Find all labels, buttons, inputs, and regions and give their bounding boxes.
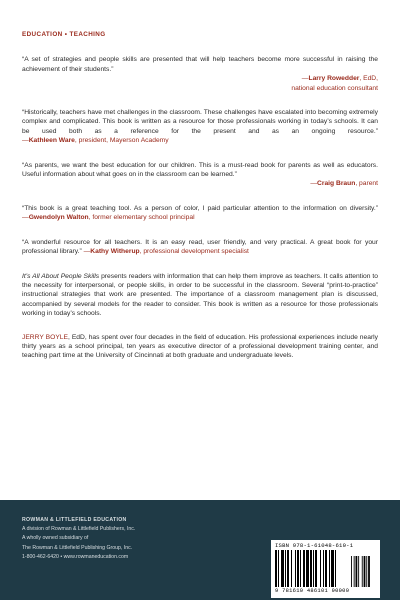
endorsement-quote xyxy=(22,204,378,223)
endorser-name: Kathy Witherup xyxy=(90,248,140,256)
publisher-info xyxy=(22,516,242,562)
isbn-label: ISBN 978-1-61048-610-1 xyxy=(275,542,354,549)
publisher-name: ROWMAN & LITTLEFIELD EDUCATION xyxy=(22,517,127,523)
barcode-number: 9 781610 486101 xyxy=(275,588,329,594)
quote-text: “This book is a great teaching tool. As a person of color, I paid particular attention to the information on diversity.” xyxy=(22,204,378,212)
endorser-name: Gwendolyn Walton xyxy=(28,214,89,222)
quote-text: “A set of strategies and people skills are presented that will help teachers become more successful in raising the achievement of their students.” xyxy=(22,56,378,73)
footer-band xyxy=(0,500,400,600)
author-bio xyxy=(22,333,378,361)
publisher-line: The Rowman & Littlefield Publishing Group, Inc. xyxy=(22,544,133,551)
book-description xyxy=(22,272,378,319)
quote-attribution: —Craig Braun, parent xyxy=(310,180,378,188)
endorser-title: national education consultant xyxy=(291,84,378,92)
barcode-digits xyxy=(275,588,376,594)
endorsement-quote xyxy=(22,108,378,146)
publisher-line: A wholly owned subsidiary of xyxy=(22,535,89,542)
publisher-contact: 1-800-462-6420 • www.rowmaneducation.com xyxy=(22,553,129,560)
endorsement-quote xyxy=(22,238,378,257)
endorser-name: Kathleen Ware xyxy=(28,137,75,145)
barcode-icon xyxy=(275,550,376,587)
endorser-title: , president, Mayerson Academy xyxy=(74,137,169,145)
category-label: EDUCATION • TEACHING xyxy=(22,31,106,38)
quote-text: “As parents, we want the best education for our children. This is a must-read book for parents as well as educators. Useful information about what goes on in the classroom can be learned.” xyxy=(22,161,378,179)
description-text: presents readers with information that can help them improve as teachers. It calls attention to the necessity for interpersonal, or people skills, in order to be successful in the classroom. Several “print-to-practice” instructional strategies that work are presented. The importance of a classroom management plan is discussed, accompanied by several models for the reader to consider. This book is written as a resource for those professionals working in today’s schools. xyxy=(22,272,378,318)
endorser-credential: , EdD, xyxy=(359,75,378,83)
endorsement-quote xyxy=(22,161,378,189)
publisher-line: A division of Rowman & Littlefield Publishers, Inc. xyxy=(22,526,136,533)
quote-attribution: —Kathy Witherup, professional development specialist xyxy=(83,248,249,256)
quote-attribution: —Gwendolyn Walton, former elementary school principal xyxy=(22,214,195,222)
author-name: JERRY BOYLE xyxy=(22,333,68,341)
endorser-name: Larry Rowedder xyxy=(308,75,360,83)
endorser-title: , parent xyxy=(355,180,378,188)
endorser-title: , professional development specialist xyxy=(139,248,249,256)
content-area xyxy=(22,30,378,361)
book-title: It’s All About People Skills xyxy=(22,272,100,280)
quote-text: “Historically, teachers have met challenges in the classroom. These challenges have escalated into becoming extremely complex and complicated. This book is written as a resource for those professionals working in today’s schools. It can be used both as a reference for the present and as an ongoing resource.” xyxy=(22,109,378,135)
endorsement-quote xyxy=(22,55,378,93)
quote-attribution: —Larry Rowedder, EdD, xyxy=(301,75,378,83)
price-code: 90000 xyxy=(331,588,350,594)
barcode-box xyxy=(271,540,380,598)
quote-attribution: —Kathleen Ware, president, Mayerson Academy xyxy=(22,137,169,145)
quote-text: “A wonderful resource for all teachers. It is an easy read, user friendly, and very practical. A great book for your professional library.” xyxy=(22,238,378,256)
endorser-name: Craig Braun xyxy=(317,180,356,188)
bio-text: , EdD, has spent over four decades in the field of education. His professional experiences include nearly thirty years as a school principal, ten years as executive director of a professional development training center, and teaching part time at the University of Cincinnati at both graduate and undergraduate levels. xyxy=(22,333,378,360)
endorser-title: , former elementary school principal xyxy=(88,214,195,222)
